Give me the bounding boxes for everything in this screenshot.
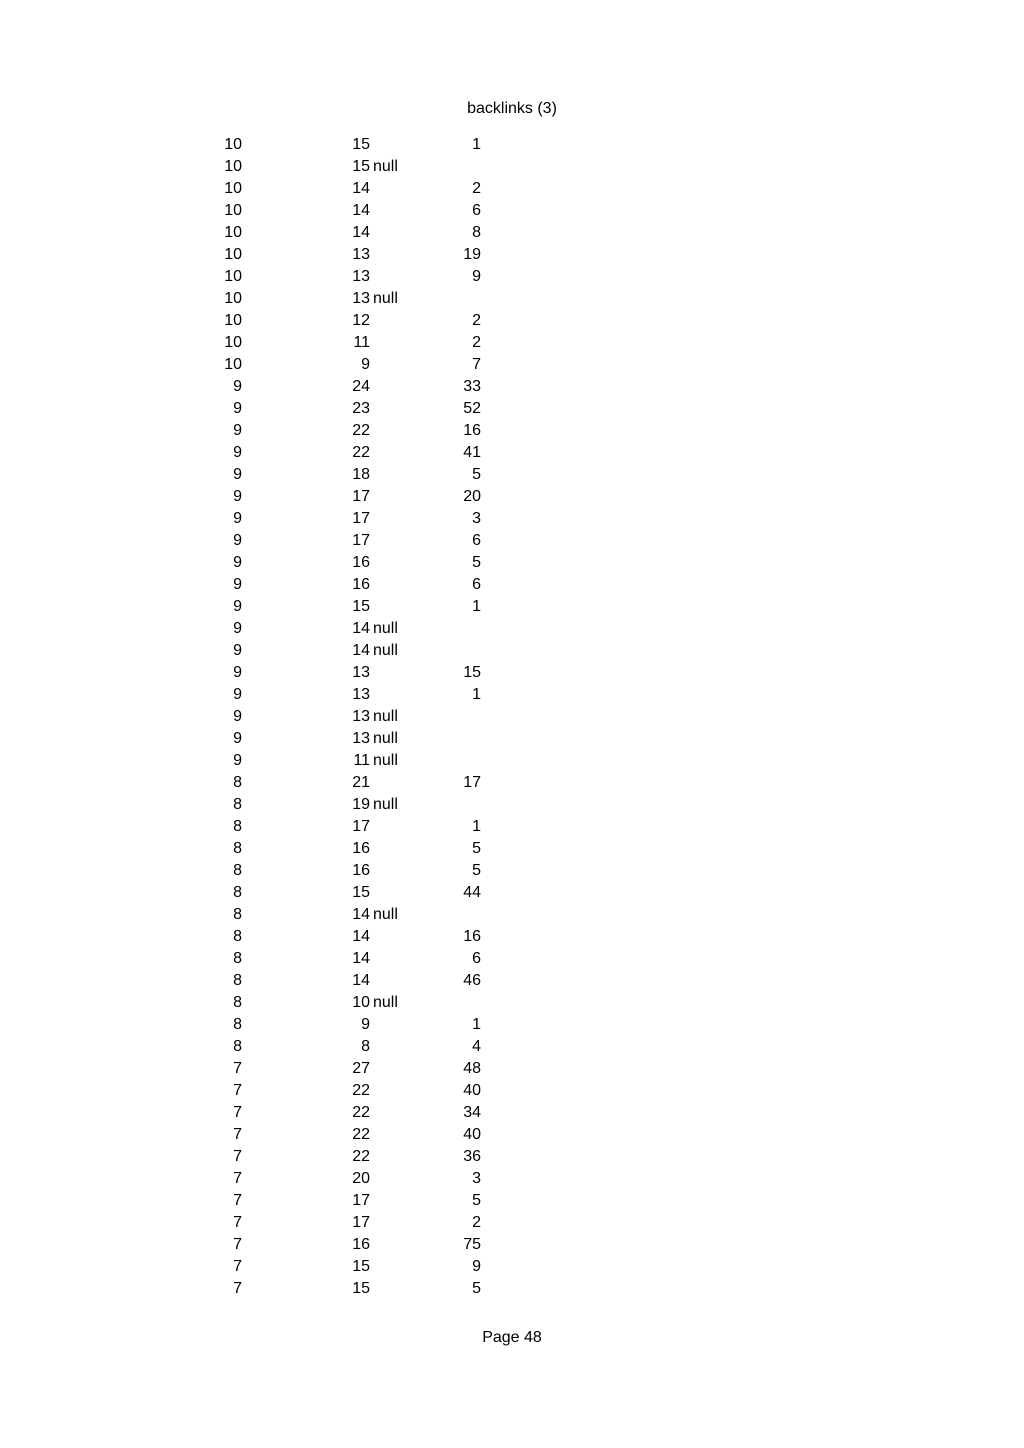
cell-col-b: 16 bbox=[352, 576, 370, 593]
cell-null-value: null bbox=[373, 752, 398, 769]
table-row bbox=[0, 706, 600, 728]
cell-col-a: 9 bbox=[233, 620, 242, 637]
cell-col-b: 9 bbox=[361, 1016, 370, 1033]
cell-null-value: null bbox=[373, 158, 398, 175]
cell-col-b: 17 bbox=[352, 510, 370, 527]
cell-col-b: 15 bbox=[352, 158, 370, 175]
table-row bbox=[0, 288, 600, 310]
cell-col-c: 9 bbox=[472, 1258, 481, 1275]
cell-col-a: 9 bbox=[233, 598, 242, 615]
cell-col-a: 7 bbox=[233, 1192, 242, 1209]
cell-col-c: 3 bbox=[472, 1170, 481, 1187]
cell-col-b: 16 bbox=[352, 1236, 370, 1253]
cell-col-c: 40 bbox=[463, 1126, 481, 1143]
table-row bbox=[0, 970, 600, 992]
table-row bbox=[0, 1124, 600, 1146]
cell-col-b: 17 bbox=[352, 1192, 370, 1209]
page-number: Page 48 bbox=[482, 1329, 542, 1346]
cell-null-value: null bbox=[373, 994, 398, 1011]
cell-col-c: 46 bbox=[463, 972, 481, 989]
cell-col-a: 9 bbox=[233, 466, 242, 483]
cell-col-a: 7 bbox=[233, 1258, 242, 1275]
table-row bbox=[0, 178, 600, 200]
table-row bbox=[0, 1212, 600, 1234]
cell-col-a: 10 bbox=[224, 202, 242, 219]
table-row bbox=[0, 618, 600, 640]
table-row bbox=[0, 728, 600, 750]
cell-col-c: 5 bbox=[472, 862, 481, 879]
cell-col-c: 1 bbox=[472, 598, 481, 615]
cell-col-c: 1 bbox=[472, 136, 481, 153]
cell-col-a: 10 bbox=[224, 312, 242, 329]
cell-col-c: 2 bbox=[472, 1214, 481, 1231]
table-row bbox=[0, 222, 600, 244]
cell-col-b: 9 bbox=[361, 356, 370, 373]
cell-null-value: null bbox=[373, 730, 398, 747]
table-row bbox=[0, 530, 600, 552]
cell-col-a: 8 bbox=[233, 774, 242, 791]
cell-col-a: 7 bbox=[233, 1280, 242, 1297]
cell-col-c: 17 bbox=[463, 774, 481, 791]
table-row bbox=[0, 398, 600, 420]
cell-col-b: 21 bbox=[352, 774, 370, 791]
cell-col-b: 22 bbox=[352, 1082, 370, 1099]
cell-col-b: 22 bbox=[352, 1148, 370, 1165]
table-row bbox=[0, 1190, 600, 1212]
cell-col-a: 9 bbox=[233, 510, 242, 527]
cell-null-value: null bbox=[373, 906, 398, 923]
cell-col-c: 2 bbox=[472, 312, 481, 329]
table-row bbox=[0, 156, 600, 178]
table-row bbox=[0, 200, 600, 222]
cell-col-a: 8 bbox=[233, 818, 242, 835]
cell-col-b: 22 bbox=[352, 422, 370, 439]
cell-col-a: 7 bbox=[233, 1104, 242, 1121]
cell-col-c: 6 bbox=[472, 532, 481, 549]
cell-col-c: 2 bbox=[472, 180, 481, 197]
table-row bbox=[0, 772, 600, 794]
cell-col-b: 15 bbox=[352, 884, 370, 901]
cell-col-a: 8 bbox=[233, 840, 242, 857]
cell-col-a: 7 bbox=[233, 1236, 242, 1253]
cell-col-c: 1 bbox=[472, 1016, 481, 1033]
cell-col-c: 4 bbox=[472, 1038, 481, 1055]
cell-col-c: 5 bbox=[472, 466, 481, 483]
table-row bbox=[0, 596, 600, 618]
cell-col-a: 9 bbox=[233, 730, 242, 747]
cell-col-a: 7 bbox=[233, 1170, 242, 1187]
table-row bbox=[0, 794, 600, 816]
cell-col-c: 19 bbox=[463, 246, 481, 263]
cell-col-b: 27 bbox=[352, 1060, 370, 1077]
data-table bbox=[0, 134, 600, 1300]
cell-col-c: 1 bbox=[472, 818, 481, 835]
cell-col-a: 8 bbox=[233, 862, 242, 879]
cell-col-b: 17 bbox=[352, 532, 370, 549]
cell-col-c: 48 bbox=[463, 1060, 481, 1077]
cell-col-a: 9 bbox=[233, 686, 242, 703]
cell-col-b: 14 bbox=[352, 202, 370, 219]
cell-null-value: null bbox=[373, 642, 398, 659]
cell-null-value: null bbox=[373, 796, 398, 813]
table-row bbox=[0, 332, 600, 354]
cell-col-a: 7 bbox=[233, 1060, 242, 1077]
cell-col-a: 7 bbox=[233, 1148, 242, 1165]
cell-col-c: 8 bbox=[472, 224, 481, 241]
cell-col-a: 10 bbox=[224, 224, 242, 241]
cell-col-b: 17 bbox=[352, 1214, 370, 1231]
sheet-title: backlinks (3) bbox=[467, 100, 557, 117]
cell-col-a: 8 bbox=[233, 1038, 242, 1055]
table-row bbox=[0, 1234, 600, 1256]
cell-col-a: 9 bbox=[233, 488, 242, 505]
cell-col-a: 10 bbox=[224, 290, 242, 307]
cell-col-a: 9 bbox=[233, 708, 242, 725]
cell-col-a: 10 bbox=[224, 356, 242, 373]
table-row bbox=[0, 640, 600, 662]
cell-col-c: 5 bbox=[472, 840, 481, 857]
cell-col-b: 17 bbox=[352, 488, 370, 505]
table-row bbox=[0, 486, 600, 508]
table-row bbox=[0, 684, 600, 706]
cell-col-c: 1 bbox=[472, 686, 481, 703]
table-row bbox=[0, 1278, 600, 1300]
cell-col-c: 41 bbox=[463, 444, 481, 461]
table-row bbox=[0, 244, 600, 266]
cell-col-b: 13 bbox=[352, 730, 370, 747]
cell-col-c: 16 bbox=[463, 928, 481, 945]
cell-col-c: 5 bbox=[472, 554, 481, 571]
table-row bbox=[0, 464, 600, 486]
cell-col-c: 15 bbox=[463, 664, 481, 681]
cell-col-b: 13 bbox=[352, 708, 370, 725]
cell-col-b: 18 bbox=[352, 466, 370, 483]
table-row bbox=[0, 1256, 600, 1278]
table-row bbox=[0, 1168, 600, 1190]
table-row bbox=[0, 354, 600, 376]
cell-col-c: 34 bbox=[463, 1104, 481, 1121]
cell-col-b: 14 bbox=[352, 906, 370, 923]
cell-col-c: 5 bbox=[472, 1280, 481, 1297]
cell-col-a: 10 bbox=[224, 158, 242, 175]
cell-col-a: 9 bbox=[233, 554, 242, 571]
cell-col-a: 8 bbox=[233, 972, 242, 989]
cell-col-a: 9 bbox=[233, 752, 242, 769]
cell-col-a: 9 bbox=[233, 422, 242, 439]
cell-col-c: 44 bbox=[463, 884, 481, 901]
cell-col-a: 9 bbox=[233, 444, 242, 461]
cell-col-c: 40 bbox=[463, 1082, 481, 1099]
table-row bbox=[0, 838, 600, 860]
table-row bbox=[0, 904, 600, 926]
cell-col-b: 16 bbox=[352, 840, 370, 857]
cell-col-b: 13 bbox=[352, 290, 370, 307]
cell-col-a: 9 bbox=[233, 378, 242, 395]
cell-col-c: 20 bbox=[463, 488, 481, 505]
table-row bbox=[0, 948, 600, 970]
table-row bbox=[0, 662, 600, 684]
cell-null-value: null bbox=[373, 708, 398, 725]
cell-col-b: 14 bbox=[352, 620, 370, 637]
cell-col-b: 14 bbox=[352, 950, 370, 967]
cell-col-b: 22 bbox=[352, 1104, 370, 1121]
cell-col-b: 13 bbox=[352, 664, 370, 681]
cell-col-b: 14 bbox=[352, 224, 370, 241]
cell-col-a: 10 bbox=[224, 268, 242, 285]
cell-col-b: 22 bbox=[352, 1126, 370, 1143]
table-row bbox=[0, 574, 600, 596]
cell-col-a: 7 bbox=[233, 1214, 242, 1231]
cell-col-a: 8 bbox=[233, 906, 242, 923]
cell-col-c: 33 bbox=[463, 378, 481, 395]
cell-col-a: 10 bbox=[224, 334, 242, 351]
cell-col-b: 14 bbox=[352, 928, 370, 945]
cell-col-a: 9 bbox=[233, 664, 242, 681]
cell-col-b: 22 bbox=[352, 444, 370, 461]
table-row bbox=[0, 1058, 600, 1080]
cell-col-a: 9 bbox=[233, 532, 242, 549]
cell-col-c: 9 bbox=[472, 268, 481, 285]
table-row bbox=[0, 1146, 600, 1168]
table-row bbox=[0, 310, 600, 332]
cell-col-b: 13 bbox=[352, 246, 370, 263]
cell-col-b: 16 bbox=[352, 862, 370, 879]
cell-col-a: 8 bbox=[233, 1016, 242, 1033]
cell-col-b: 15 bbox=[352, 1280, 370, 1297]
cell-col-c: 16 bbox=[463, 422, 481, 439]
cell-col-b: 11 bbox=[353, 334, 370, 351]
cell-col-a: 8 bbox=[233, 796, 242, 813]
cell-col-b: 8 bbox=[361, 1038, 370, 1055]
cell-col-a: 10 bbox=[224, 136, 242, 153]
cell-col-a: 9 bbox=[233, 400, 242, 417]
cell-col-b: 24 bbox=[352, 378, 370, 395]
table-row bbox=[0, 266, 600, 288]
cell-col-a: 9 bbox=[233, 642, 242, 659]
cell-null-value: null bbox=[373, 620, 398, 637]
cell-col-b: 20 bbox=[352, 1170, 370, 1187]
cell-col-b: 11 bbox=[353, 752, 370, 769]
cell-col-b: 15 bbox=[352, 1258, 370, 1275]
cell-col-b: 16 bbox=[352, 554, 370, 571]
cell-col-a: 7 bbox=[233, 1082, 242, 1099]
cell-col-c: 6 bbox=[472, 202, 481, 219]
table-row bbox=[0, 376, 600, 398]
table-row bbox=[0, 508, 600, 530]
table-row bbox=[0, 882, 600, 904]
cell-col-a: 9 bbox=[233, 576, 242, 593]
cell-col-b: 14 bbox=[352, 972, 370, 989]
cell-col-c: 52 bbox=[463, 400, 481, 417]
table-row bbox=[0, 134, 600, 156]
table-row bbox=[0, 420, 600, 442]
cell-col-a: 8 bbox=[233, 884, 242, 901]
table-row bbox=[0, 860, 600, 882]
cell-col-b: 13 bbox=[352, 686, 370, 703]
cell-col-b: 13 bbox=[352, 268, 370, 285]
cell-col-c: 6 bbox=[472, 576, 481, 593]
cell-col-b: 15 bbox=[352, 136, 370, 153]
cell-col-c: 2 bbox=[472, 334, 481, 351]
table-row bbox=[0, 992, 600, 1014]
cell-col-b: 10 bbox=[352, 994, 370, 1011]
cell-col-c: 75 bbox=[463, 1236, 481, 1253]
table-row bbox=[0, 442, 600, 464]
cell-col-a: 8 bbox=[233, 994, 242, 1011]
cell-col-a: 7 bbox=[233, 1126, 242, 1143]
table-row bbox=[0, 1102, 600, 1124]
cell-col-c: 6 bbox=[472, 950, 481, 967]
cell-col-b: 15 bbox=[352, 598, 370, 615]
cell-col-a: 8 bbox=[233, 928, 242, 945]
cell-col-c: 3 bbox=[472, 510, 481, 527]
cell-col-b: 12 bbox=[352, 312, 370, 329]
table-row bbox=[0, 926, 600, 948]
cell-col-c: 36 bbox=[463, 1148, 481, 1165]
cell-col-c: 7 bbox=[472, 356, 481, 373]
cell-col-c: 5 bbox=[472, 1192, 481, 1209]
cell-null-value: null bbox=[373, 290, 398, 307]
table-row bbox=[0, 816, 600, 838]
table-row bbox=[0, 1080, 600, 1102]
cell-col-b: 19 bbox=[352, 796, 370, 813]
cell-col-b: 14 bbox=[352, 642, 370, 659]
table-row bbox=[0, 1036, 600, 1058]
cell-col-a: 10 bbox=[224, 246, 242, 263]
cell-col-b: 14 bbox=[352, 180, 370, 197]
cell-col-b: 23 bbox=[352, 400, 370, 417]
cell-col-a: 10 bbox=[224, 180, 242, 197]
table-row bbox=[0, 1014, 600, 1036]
table-row bbox=[0, 552, 600, 574]
table-row bbox=[0, 750, 600, 772]
cell-col-a: 8 bbox=[233, 950, 242, 967]
cell-col-b: 17 bbox=[352, 818, 370, 835]
